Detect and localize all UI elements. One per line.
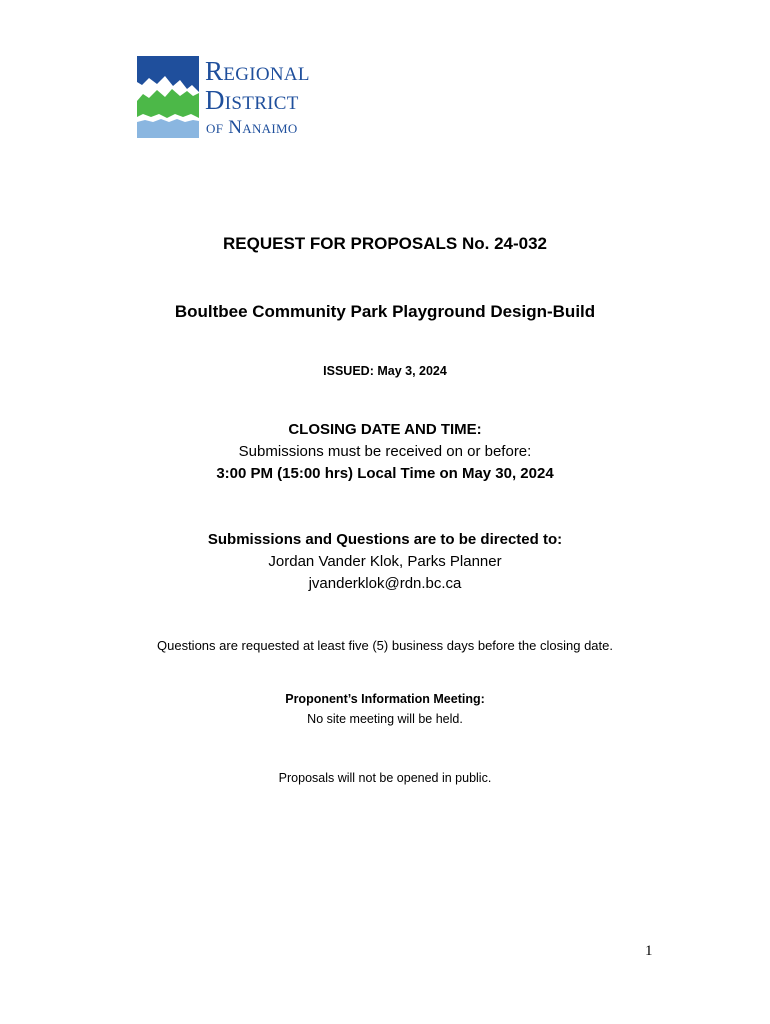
closing-text: Submissions must be received on or before: <box>238 443 532 460</box>
contact-email: jvanderklok@rdn.bc.ca <box>308 575 462 592</box>
rdn-logo <box>137 56 337 140</box>
questions-note: Questions are requested at least five (5) business days before the closing date. <box>157 638 613 653</box>
logo-line-1: Regional <box>205 56 310 86</box>
opening-note: Proposals will not be opened in public. <box>278 771 492 785</box>
issued-date: ISSUED: May 3, 2024 <box>323 364 447 378</box>
logo-blue-mountains <box>137 56 199 92</box>
closing-heading: CLOSING DATE AND TIME: <box>288 421 482 438</box>
closing-time: 3:00 PM (15:00 hrs) Local Time on May 30, 2024 <box>216 465 554 482</box>
logo-green-hills <box>137 89 199 118</box>
logo-line-3: of Nanaimo <box>206 117 298 138</box>
meeting-text: No site meeting will be held. <box>307 712 463 726</box>
logo-mark <box>137 56 199 138</box>
logo-line-2: District <box>205 85 299 115</box>
meeting-heading: Proponent’s Information Meeting: <box>285 692 485 706</box>
logo-water <box>137 119 199 138</box>
page-number: 1 <box>645 943 653 959</box>
project-title: Boultbee Community Park Playground Design-Build <box>174 302 596 321</box>
contact-name: Jordan Vander Klok, Parks Planner <box>268 553 502 570</box>
contact-heading: Submissions and Questions are to be directed to: <box>207 531 563 548</box>
rfp-title: REQUEST FOR PROPOSALS No. 24-032 <box>222 234 547 253</box>
